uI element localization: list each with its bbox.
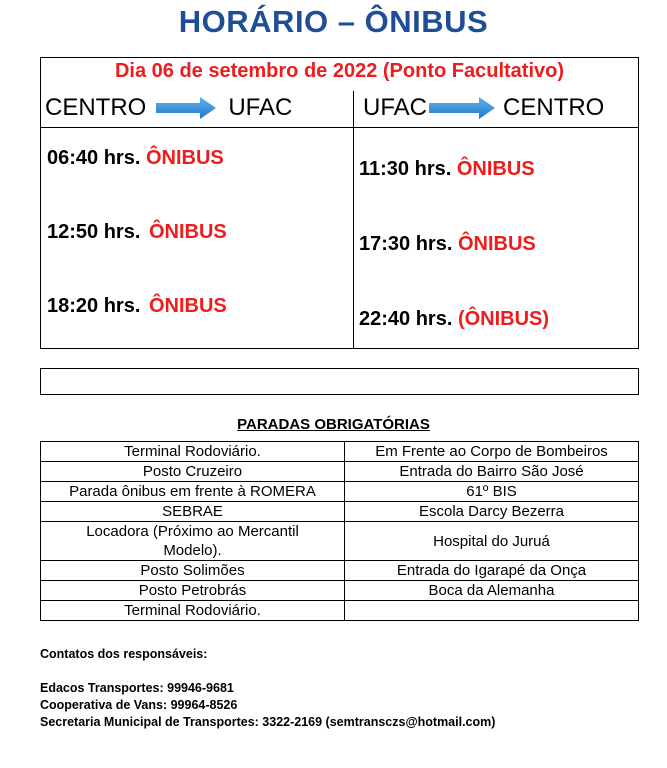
table-row — [41, 561, 639, 581]
page-title: HORÁRIO – ÔNIBUS — [178, 4, 489, 39]
contact-line: Secretaria Municipal de Transportes: 3322-2169 (semtransczs@hotmail.com) — [40, 715, 496, 729]
departure-time: 11:30 hrs. — [359, 158, 452, 180]
departure-time: 18:20 hrs. — [47, 295, 141, 317]
stop-cell — [345, 601, 639, 621]
time-entry — [47, 147, 224, 170]
vehicle-type: ÔNIBUS — [148, 295, 227, 317]
column-divider — [353, 91, 354, 349]
stop-cell: Posto Petrobrás — [41, 581, 345, 601]
departure-time: 12:50 hrs. — [47, 221, 141, 243]
table-row — [41, 581, 639, 601]
arrow-right-icon — [429, 96, 495, 120]
table-row — [41, 522, 639, 561]
table-row — [41, 462, 639, 482]
route-ufac-centro — [363, 91, 639, 125]
time-entry — [359, 158, 535, 181]
stop-cell: Entrada do Bairro São José — [345, 462, 639, 482]
time-entry — [359, 233, 536, 256]
stop-cell: 61º BIS — [345, 482, 639, 502]
time-entry — [359, 308, 549, 331]
time-entry — [47, 221, 227, 244]
stop-cell: Terminal Rodoviário. — [41, 601, 345, 621]
route-from: UFAC — [363, 94, 428, 121]
stop-cell: Terminal Rodoviário. — [41, 442, 345, 462]
table-row — [41, 482, 639, 502]
stop-cell: Entrada do Igarapé da Onça — [345, 561, 639, 581]
stop-cell: Em Frente ao Corpo de Bombeiros — [345, 442, 639, 462]
empty-notes-box — [40, 368, 639, 395]
contact-line: Cooperativa de Vans: 99964-8526 — [40, 698, 238, 712]
stop-cell: Posto Cruzeiro — [41, 462, 345, 482]
stop-cell: Parada ônibus em frente à ROMERA — [41, 482, 345, 502]
contacts-heading: Contatos dos responsáveis: — [40, 647, 208, 661]
contacts-section — [40, 646, 495, 731]
stop-cell: Locadora (Próximo ao Mercantil Modelo). — [41, 522, 345, 561]
header-divider — [41, 127, 638, 128]
schedule-box — [40, 57, 639, 349]
stops-title: PARADAS OBRIGATÓRIAS — [237, 416, 430, 433]
vehicle-type: ÔNIBUS — [148, 221, 227, 243]
time-entry — [47, 295, 227, 318]
stop-cell: SEBRAE — [41, 502, 345, 522]
departure-time: 22:40 hrs. — [359, 308, 453, 330]
stop-cell: Escola Darcy Bezerra — [345, 502, 639, 522]
arrow-right-icon — [156, 96, 216, 120]
route-to: CENTRO — [503, 94, 605, 121]
stop-cell: Posto Solimões — [41, 561, 345, 581]
vehicle-type: (ÔNIBUS) — [457, 308, 550, 330]
schedule-date: Dia 06 de setembro de 2022 (Ponto Facultativo) — [114, 60, 564, 82]
vehicle-type: ÔNIBUS — [456, 158, 535, 180]
vehicle-type: ÔNIBUS — [145, 147, 224, 169]
table-row — [41, 442, 639, 462]
contact-line: Edacos Transportes: 99946-9681 — [40, 681, 234, 695]
departure-time: 06:40 hrs. — [47, 147, 141, 169]
stop-cell: Boca da Alemanha — [345, 581, 639, 601]
stop-cell: Hospital do Juruá — [345, 522, 639, 561]
route-from: CENTRO — [45, 94, 147, 121]
table-row — [41, 601, 639, 621]
route-to: UFAC — [228, 94, 293, 121]
vehicle-type: ÔNIBUS — [457, 233, 536, 255]
table-row — [41, 502, 639, 522]
route-centro-ufac — [45, 91, 351, 125]
departure-time: 17:30 hrs. — [359, 233, 453, 255]
stops-table — [40, 441, 639, 621]
